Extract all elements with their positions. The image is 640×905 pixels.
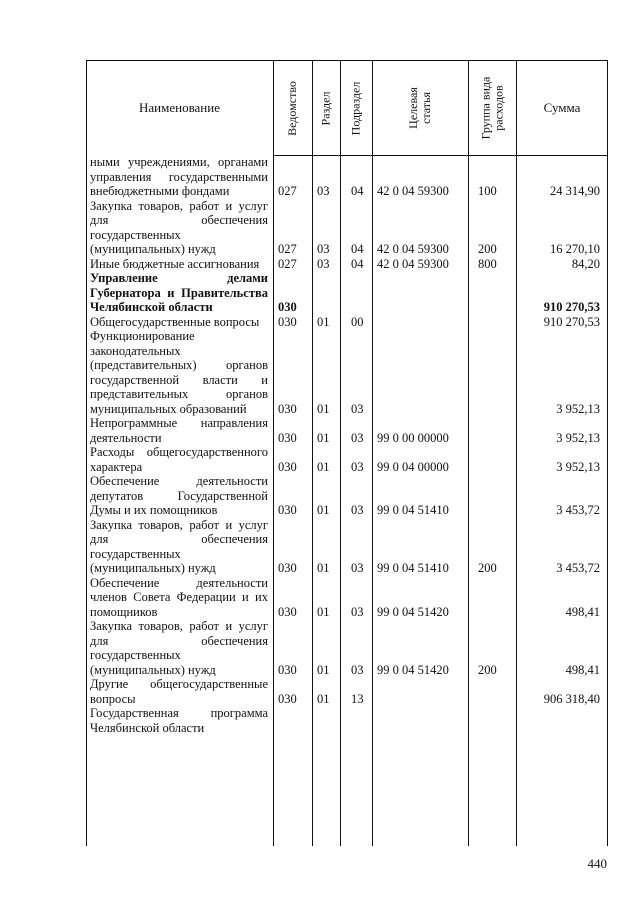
- header-section: [312, 63, 340, 153]
- row-name: Управление делами Губернатора и Правительства Челябинской области: [90, 271, 268, 314]
- table-row: [86, 445, 608, 474]
- row-ved: 027: [278, 184, 297, 198]
- row-name: Другие общегосударственные вопросы: [90, 677, 268, 706]
- table-row: [86, 706, 608, 735]
- row-name: Непрограммные направления деятельности: [90, 416, 268, 445]
- row-summa: 3 453,72: [556, 503, 600, 517]
- row-summa: 498,41: [565, 662, 600, 677]
- row-summa: 498,41: [565, 604, 600, 619]
- row-razdel: 03: [317, 256, 330, 271]
- row-name: Закупка товаров, работ и услуг для обеспечения государственных (муниципальных) нужд: [90, 198, 268, 256]
- row-podrazdel: 04: [351, 184, 364, 198]
- row-razdel: 03: [317, 184, 330, 198]
- row-celevaya: 99 0 00 00000: [377, 430, 449, 445]
- row-gruppa: 100: [478, 184, 497, 198]
- row-gruppa: 200: [478, 561, 497, 575]
- table-row: [86, 257, 608, 272]
- row-celevaya: 99 0 04 51410: [377, 561, 449, 575]
- page-number: 440: [587, 856, 607, 871]
- row-celevaya: 99 0 04 51410: [377, 503, 449, 517]
- row-ved: 030: [278, 314, 297, 329]
- row-razdel: 01: [317, 604, 330, 619]
- row-summa: 910 270,53: [543, 314, 600, 329]
- table-row: [86, 518, 608, 576]
- row-summa: 3 453,72: [556, 561, 600, 575]
- header-sum-text: Сумма: [543, 100, 581, 115]
- header-expense-group-line1: Группа вида: [478, 76, 492, 140]
- row-podrazdel: 04: [351, 242, 364, 256]
- row-gruppa: 800: [478, 256, 497, 271]
- row-razdel: 01: [317, 662, 330, 677]
- row-podrazdel: 13: [351, 691, 364, 706]
- row-podrazdel: 03: [351, 604, 364, 619]
- row-name: Государственная программа Челябинской области: [90, 706, 268, 735]
- row-name: Закупка товаров, работ и услуг для обеспечения государственных (муниципальных) нужд: [90, 619, 268, 677]
- row-name: Обеспечение деятельности членов Совета Федерации и их помощников: [90, 575, 268, 619]
- row-name: Расходы общегосударственного характера: [90, 445, 268, 474]
- row-podrazdel: 03: [351, 430, 364, 445]
- header-subsection: [340, 63, 372, 153]
- row-razdel: 01: [317, 314, 330, 329]
- row-ved: 030: [278, 503, 297, 517]
- header-section-text: Раздел: [318, 91, 333, 125]
- row-ved: 030: [278, 401, 297, 416]
- row-razdel: 03: [317, 242, 330, 256]
- row-celevaya: 99 0 04 00000: [377, 459, 449, 474]
- row-ved: 027: [278, 256, 297, 271]
- header-expense-group-text: [479, 77, 505, 140]
- table-row: [86, 329, 608, 416]
- row-celevaya: 42 0 04 59300: [377, 256, 449, 271]
- table-row: [86, 416, 608, 445]
- row-ved: 030: [278, 430, 297, 445]
- header-target-article-line1: Целевая: [405, 87, 420, 129]
- row-razdel: 01: [317, 561, 330, 575]
- row-celevaya: 99 0 04 51420: [377, 604, 449, 619]
- row-podrazdel: 03: [351, 662, 364, 677]
- row-podrazdel: 03: [351, 401, 364, 416]
- header-expense-group-line2: расходов: [491, 85, 505, 131]
- table-header: [86, 60, 608, 155]
- row-razdel: 01: [317, 459, 330, 474]
- table-row: [86, 155, 608, 199]
- row-summa: 906 318,40: [543, 691, 600, 706]
- row-podrazdel: 03: [351, 503, 364, 517]
- row-razdel: 01: [317, 401, 330, 416]
- row-razdel: 01: [317, 503, 330, 517]
- header-department: [273, 63, 312, 153]
- header-target-article-text: [407, 87, 433, 129]
- row-summa: 910 270,53: [543, 300, 600, 314]
- row-name: Функционирование законодательных (представительных) органов государственной власти и представительных органов муниципальных образований: [90, 329, 268, 416]
- row-ved: 030: [278, 561, 297, 575]
- header-name-text: Наименование: [139, 100, 220, 115]
- header-name: [86, 61, 273, 155]
- header-subsection-text: Подраздел: [348, 81, 363, 135]
- table-row: [86, 677, 608, 706]
- header-department-text: Ведомство: [285, 80, 300, 136]
- row-ved: 030: [278, 662, 297, 677]
- row-razdel: 01: [317, 691, 330, 706]
- table-row: [86, 199, 608, 257]
- row-celevaya: 42 0 04 59300: [377, 242, 449, 256]
- table-row: [86, 619, 608, 677]
- row-name: Обеспечение деятельности депутатов Государственной Думы и их помощников: [90, 474, 268, 517]
- row-name: Иные бюджетные ассигнования: [90, 256, 260, 271]
- header-sum: [516, 61, 608, 155]
- table-body: [86, 155, 608, 735]
- row-ved: 030: [278, 459, 297, 474]
- row-ved: 030: [278, 691, 297, 706]
- row-summa: 3 952,13: [556, 401, 600, 416]
- table-row: [86, 271, 608, 315]
- row-ved: 030: [278, 300, 297, 314]
- row-podrazdel: 04: [351, 256, 364, 271]
- table-row: [86, 315, 608, 330]
- row-name: ными учреждениями, органами управления государственными внебюджетными фондами: [90, 155, 268, 198]
- row-gruppa: 200: [478, 242, 497, 256]
- row-summa: 16 270,10: [550, 242, 600, 256]
- row-podrazdel: 03: [351, 561, 364, 575]
- table-row: [86, 576, 608, 620]
- row-celevaya: 99 0 04 51420: [377, 662, 449, 677]
- row-ved: 027: [278, 242, 297, 256]
- row-gruppa: 200: [478, 662, 497, 677]
- row-summa: 24 314,90: [550, 184, 600, 198]
- row-podrazdel: 00: [351, 314, 364, 329]
- table-row: [86, 474, 608, 518]
- row-name: Общегосударственные вопросы: [90, 314, 260, 329]
- row-summa: 84,20: [571, 256, 600, 271]
- row-celevaya: 42 0 04 59300: [377, 184, 449, 198]
- header-expense-group: [468, 63, 516, 153]
- row-name: Закупка товаров, работ и услуг для обеспечения государственных (муниципальных) нужд: [90, 517, 268, 575]
- row-podrazdel: 03: [351, 459, 364, 474]
- header-target-article: [372, 63, 468, 153]
- row-ved: 030: [278, 604, 297, 619]
- row-summa: 3 952,13: [556, 459, 600, 474]
- row-summa: 3 952,13: [556, 430, 600, 445]
- row-razdel: 01: [317, 430, 330, 445]
- header-target-article-line2: статья: [418, 92, 433, 124]
